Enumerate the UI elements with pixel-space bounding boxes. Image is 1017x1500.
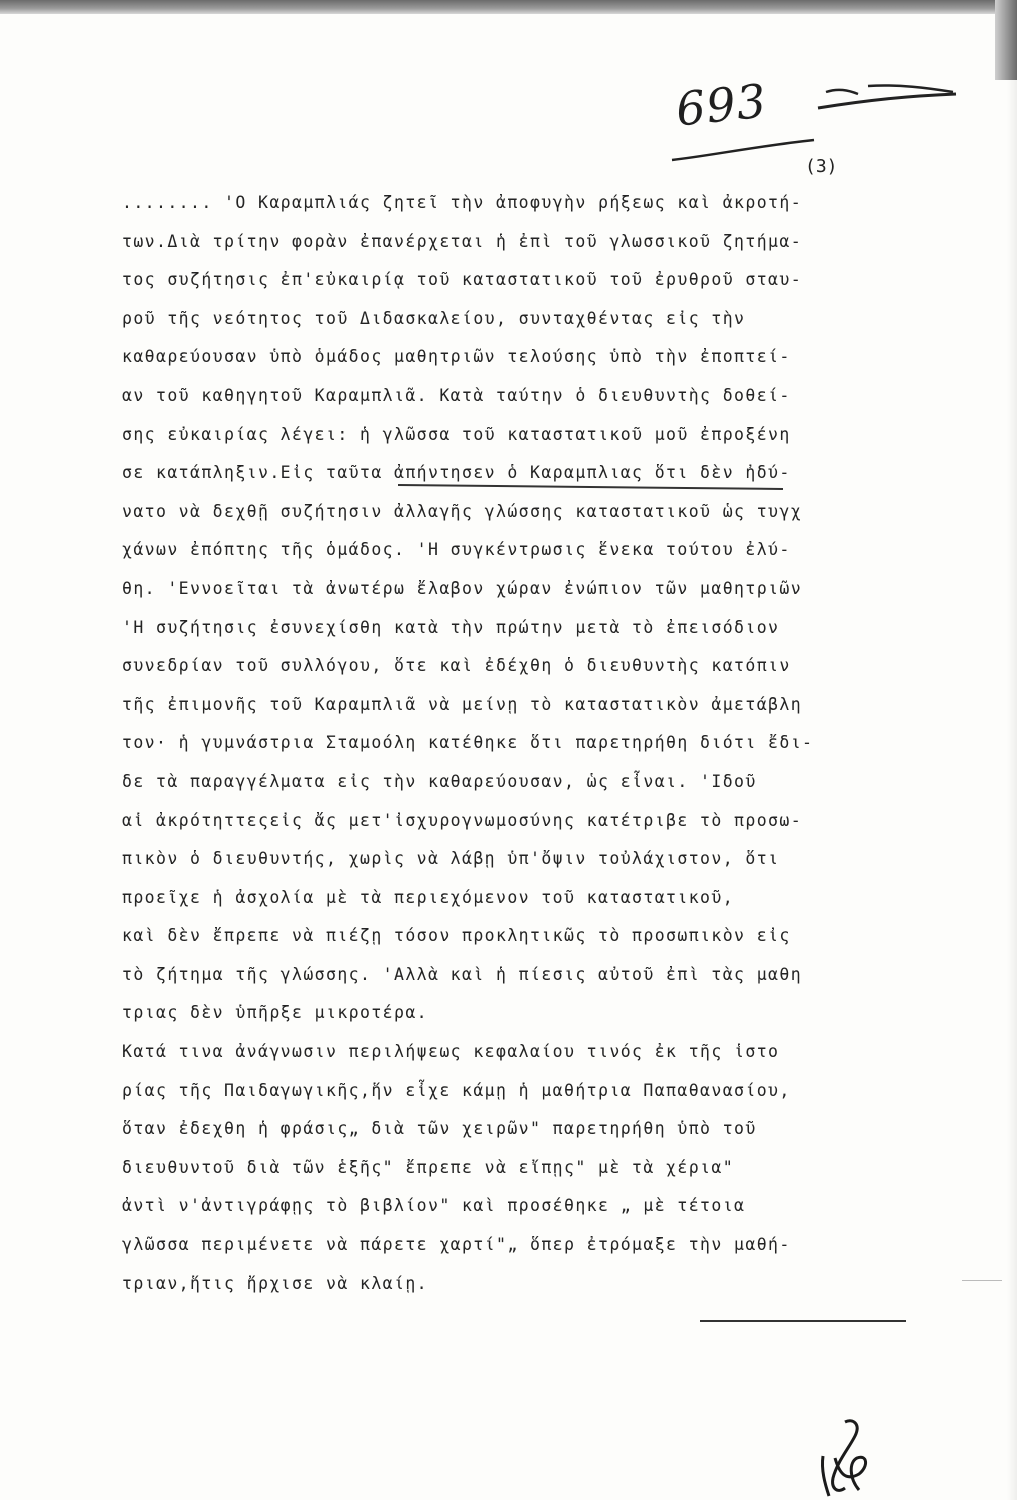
scan-top-edge: [0, 0, 1017, 14]
text-line: τὸ ζήτημα τῆς γλώσσης. 'Αλλὰ καὶ ἡ πίεσις αὐτοῦ ἐπὶ τὰς μαθη: [122, 964, 803, 984]
text-line: τον· ἡ γυμνάστρια Σταμοόλη κατέθηκε ὅτι παρετηρήθη διότι ἔδι-: [122, 733, 814, 753]
handwritten-underline: [668, 136, 818, 166]
page-crease: [962, 1260, 1002, 1281]
scan-right-shadow: [1007, 80, 1017, 1500]
typewritten-body: [122, 184, 982, 1303]
text-line: τος συζήτησις ἐπ'εὐκαιρίᾳ τοῦ καταστατικοῦ τοῦ ἐρυθροῦ σταυ-: [122, 270, 803, 290]
handwritten-folio-number: 693: [673, 73, 770, 137]
text-line: τῆς ἐπιμονῆς τοῦ Καραμπλιᾶ νὰ μείνῃ τὸ καταστατικὸν ἀμετάβλη: [122, 694, 803, 714]
page-number: (3): [805, 156, 838, 177]
text-line: προεῖχε ἡ ἀσχολία μὲ τὰ περιεχόμενον τοῦ καταστατικοῦ,: [122, 887, 735, 907]
text-line: πικὸν ὁ διευθυντής, χωρὶς νὰ λάβῃ ὑπ'ὄψιν τοὐλάχιστον, ὅτι: [122, 849, 780, 869]
handwritten-strikethrough: [808, 78, 958, 118]
text-line: θη. 'Εννοεῖται τὰ ἀνωτέρω ἔλαβον χώραν ἐνώπιον τῶν μαθητριῶν: [122, 578, 803, 598]
text-line: χάνων ἐπόπτης τῆς ὁμάδος. 'Η συγκέντρωσις ἕνεκα τούτου ἐλύ-: [122, 540, 791, 560]
text-line: σης εὐκαιρίας λέγει: ἡ γλῶσσα τοῦ καταστατικοῦ μοῦ ἐπροξένη: [122, 424, 791, 444]
text-line: αἱ ἀκρότηττεςεἰς ἄς μετ'ἰσχυρογνωμοσύνης κατέτριβε τὸ προσω-: [122, 810, 803, 830]
scan-right-edge: [995, 0, 1017, 80]
text-line: συνεδρίαν τοῦ συλλόγου, ὅτε καὶ ἐδέχθη ὁ διευθυντὴς κατόπιν: [122, 656, 791, 676]
text-line: ροῦ τῆς νεότητος τοῦ Διδασκαλείου, συνταχθέντας εἰς τὴν: [122, 308, 746, 328]
text-line: διευθυντοῦ διὰ τῶν ἑξῆς" ἔπρεπε νὰ εἴπῃς" μὲ τὰ χέρια": [122, 1157, 735, 1177]
text-line: γλῶσσα περιμένετε νὰ πάρετε χαρτί"„ ὅπερ ἐτρόμαξε τὴν μαθή-: [122, 1235, 791, 1255]
text-line: των.Διὰ τρίτην φορὰν ἐπανέρχεται ἡ ἐπὶ τοῦ γλωσσικοῦ ζητήμα-: [122, 231, 803, 251]
text-line: νατο νὰ δεχθῇ συζήτησιν ἀλλαγῆς γλώσσης καταστατικοῦ ὡς τυγχ: [122, 501, 803, 521]
text-line: ἀντὶ ν'ἀντιγράφῃς τὸ βιβλίον" καὶ προσέθηκε „ μὲ τέτοια: [122, 1196, 746, 1216]
text-line: καθαρεύουσαν ὑπὸ ὁμάδος μαθητριῶν τελούσης ὑπὸ τὴν ἐποπτεί-: [122, 347, 791, 367]
text-line: δε τὰ παραγγέλματα εἰς τὴν καθαρεύουσαν, ὡς εἶναι. 'Ιδοῦ: [122, 771, 757, 791]
text-line: ρίας τῆς Παιδαγωγικῆς,ἥν εἶχε κάμῃ ἡ μαθήτρια Παπαθανασίου,: [122, 1080, 791, 1100]
text-line: Κατά τινα ἀνάγνωσιν περιλήψεως κεφαλαίου τινός ἐκ τῆς ἱστο: [122, 1042, 780, 1062]
text-line: αν τοῦ καθηγητοῦ Καραμπλιᾶ. Κατὰ ταύτην ὁ διευθυντὴς δοθεί-: [122, 385, 791, 405]
handwritten-initials: [815, 1418, 885, 1500]
text-line: τριας δὲν ὑπῆρξε μικροτέρα.: [122, 1003, 429, 1023]
text-line: τριαν,ἥτις ἤρχισε νὰ κλαίῃ.: [122, 1273, 429, 1293]
text-line: 'Η συζήτησις ἐσυνεχίσθη κατὰ τὴν πρώτην μετὰ τὸ ἐπεισόδιον: [122, 617, 780, 637]
text-line: ὅταν ἐδεχθη ἡ φράσις„ διὰ τῶν χειρῶν" παρετηρήθη ὑπὸ τοῦ: [122, 1119, 757, 1139]
text-line: ........ 'Ο Καραμπλιάς ζητεῖ τὴν ἀποφυγὴν ρήξεως καὶ ἀκροτή-: [122, 193, 803, 212]
text-line: σε κατάπληξιν.Εἰς ταῦτα ἀπήντησεν ὁ Καραμπλιας ὅτι δὲν ἠδύ-: [122, 463, 791, 483]
handwritten-underline: [700, 1320, 906, 1322]
text-line: καὶ δὲν ἔπρεπε νὰ πιέζῃ τόσον προκλητικῶς τὸ προσωπικὸν εἰς: [122, 926, 791, 946]
